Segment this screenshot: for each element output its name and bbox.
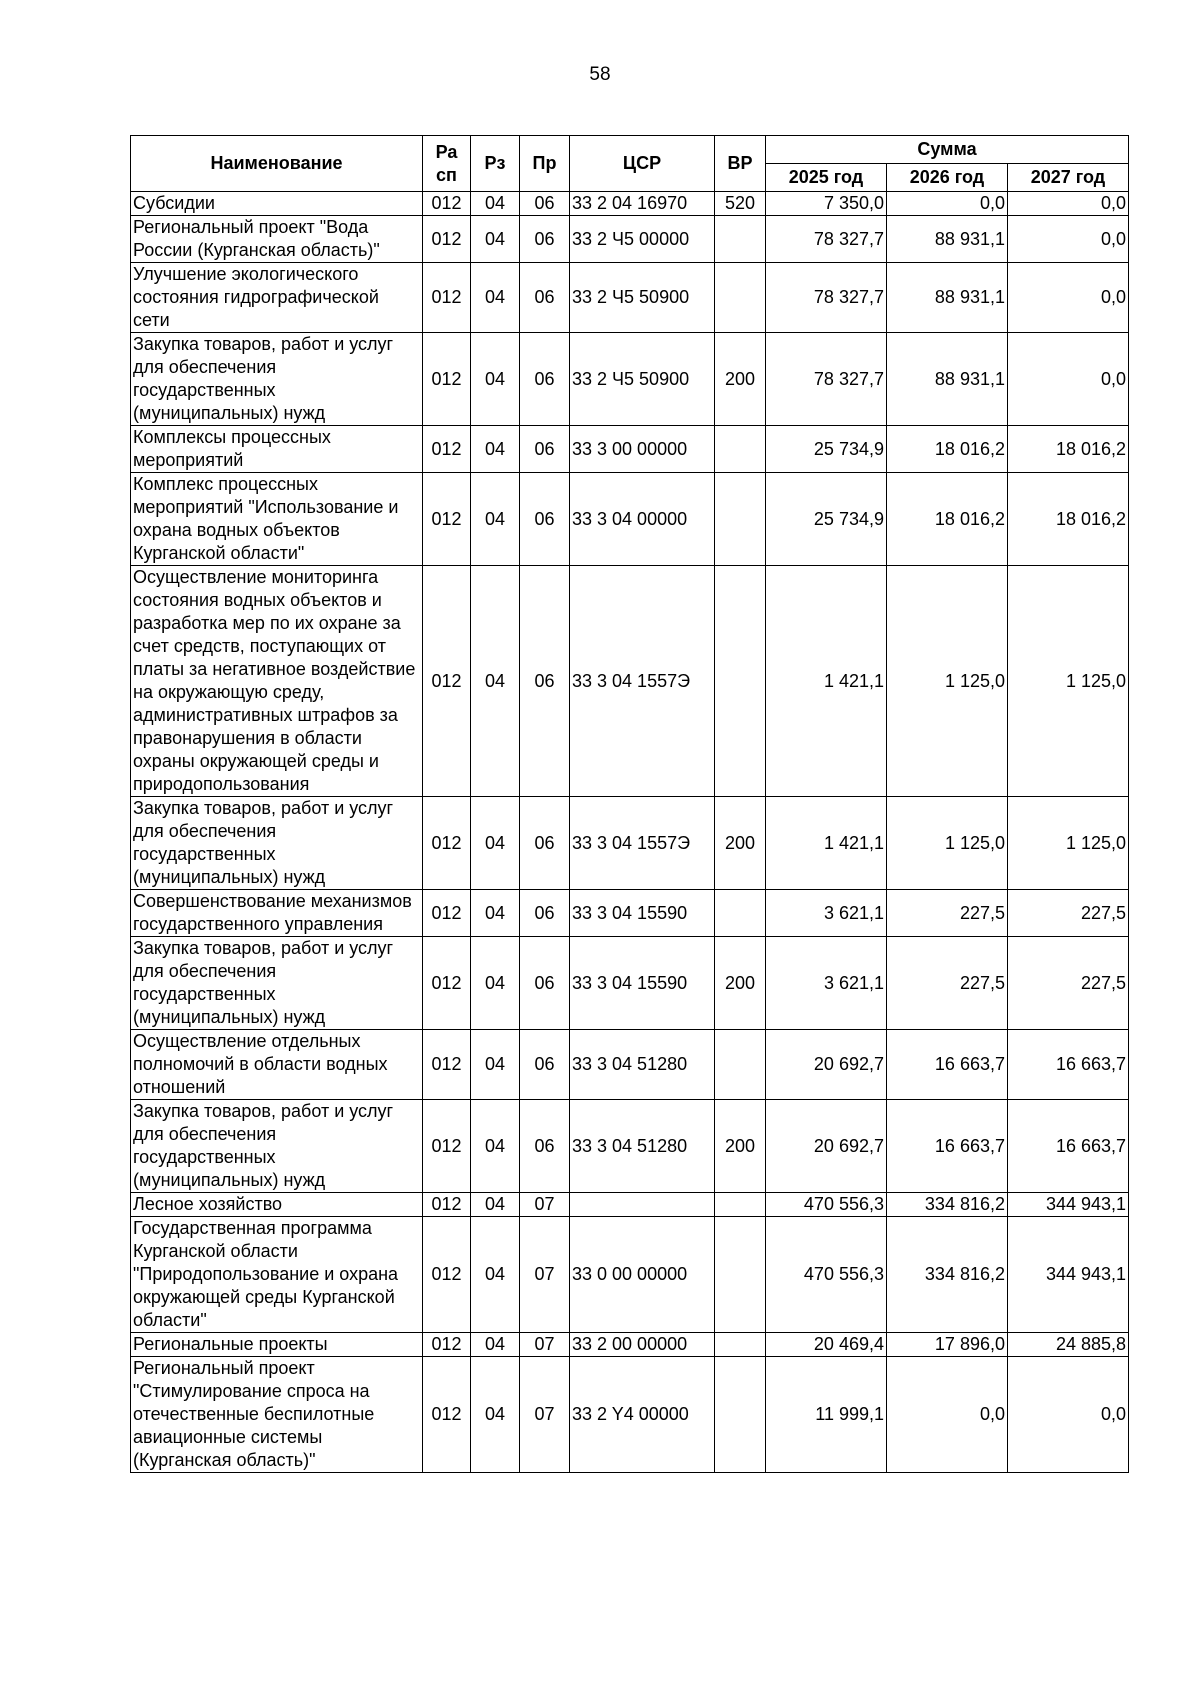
row-rasp-cell: 012 [423, 937, 471, 1030]
row-csr-cell: 33 3 04 1557Э [570, 566, 715, 797]
row-sum-2026-cell: 334 816,2 [887, 1217, 1008, 1333]
row-sum-2025-cell: 7 350,0 [766, 192, 887, 216]
row-rz-cell: 04 [471, 1217, 520, 1333]
row-sum-2026-cell: 17 896,0 [887, 1333, 1008, 1357]
row-rz-cell: 04 [471, 1030, 520, 1100]
row-sum-2027-cell: 344 943,1 [1008, 1217, 1129, 1333]
row-pr-cell: 06 [520, 1030, 570, 1100]
page-number: 58 [589, 64, 611, 85]
row-csr-cell: 33 2 Y4 00000 [570, 1357, 715, 1473]
row-rz-cell: 04 [471, 216, 520, 263]
table-row [131, 263, 1129, 333]
row-vr-cell [715, 216, 766, 263]
row-sum-2027-cell: 0,0 [1008, 192, 1129, 216]
table-row [131, 192, 1129, 216]
row-sum-2027-cell: 344 943,1 [1008, 1193, 1129, 1217]
row-sum-2027-cell: 18 016,2 [1008, 426, 1129, 473]
table-row [131, 1100, 1129, 1193]
header-rasp: Ра сп [423, 136, 471, 192]
row-sum-2025-cell: 78 327,7 [766, 333, 887, 426]
row-sum-2026-cell: 18 016,2 [887, 426, 1008, 473]
header-row [131, 136, 1129, 164]
row-sum-2026-cell: 16 663,7 [887, 1100, 1008, 1193]
row-rasp-cell: 012 [423, 426, 471, 473]
row-sum-2025-cell: 470 556,3 [766, 1217, 887, 1333]
row-rasp-cell: 012 [423, 797, 471, 890]
row-sum-2026-cell: 16 663,7 [887, 1030, 1008, 1100]
row-name-cell: Лесное хозяйство [131, 1193, 423, 1217]
row-sum-2025-cell: 470 556,3 [766, 1193, 887, 1217]
row-rasp-cell: 012 [423, 1100, 471, 1193]
row-csr-cell: 33 2 04 16970 [570, 192, 715, 216]
row-name-cell: Осуществление отдельных полномочий в области водных отношений [131, 1030, 423, 1100]
row-name-cell: Региональные проекты [131, 1333, 423, 1357]
row-rz-cell: 04 [471, 192, 520, 216]
row-sum-2027-cell: 227,5 [1008, 937, 1129, 1030]
row-rz-cell: 04 [471, 1333, 520, 1357]
table-row [131, 1217, 1129, 1333]
header-year-2025: 2025 год [766, 164, 887, 192]
row-rasp-cell: 012 [423, 1357, 471, 1473]
header-sum: Сумма [766, 136, 1129, 164]
row-name-cell: Региональный проект "Стимулирование спроса на отечественные беспилотные авиационные системы (Курганская область)" [131, 1357, 423, 1473]
row-sum-2026-cell: 1 125,0 [887, 566, 1008, 797]
row-sum-2025-cell: 3 621,1 [766, 890, 887, 937]
table-row [131, 566, 1129, 797]
row-sum-2026-cell: 18 016,2 [887, 473, 1008, 566]
row-sum-2027-cell: 227,5 [1008, 890, 1129, 937]
row-sum-2027-cell: 0,0 [1008, 216, 1129, 263]
header-name: Наименование [131, 136, 423, 192]
row-vr-cell: 200 [715, 797, 766, 890]
row-sum-2027-cell: 0,0 [1008, 333, 1129, 426]
row-csr-cell: 33 0 00 00000 [570, 1217, 715, 1333]
row-pr-cell: 07 [520, 1333, 570, 1357]
row-csr-cell: 33 3 04 15590 [570, 890, 715, 937]
row-sum-2025-cell: 25 734,9 [766, 473, 887, 566]
header-year-2027: 2027 год [1008, 164, 1129, 192]
row-vr-cell [715, 1030, 766, 1100]
row-vr-cell: 200 [715, 937, 766, 1030]
row-name-cell: Государственная программа Курганской области "Природопользование и охрана окружающей среды Курганской области" [131, 1217, 423, 1333]
row-csr-cell: 33 2 00 00000 [570, 1333, 715, 1357]
row-name-cell: Закупка товаров, работ и услуг для обеспечения государственных (муниципальных) нужд [131, 797, 423, 890]
row-rasp-cell: 012 [423, 890, 471, 937]
row-sum-2026-cell: 88 931,1 [887, 263, 1008, 333]
header-csr: ЦСР [570, 136, 715, 192]
row-csr-cell: 33 2 Ч5 50900 [570, 333, 715, 426]
row-sum-2025-cell: 78 327,7 [766, 263, 887, 333]
row-vr-cell [715, 890, 766, 937]
row-csr-cell: 33 2 Ч5 50900 [570, 263, 715, 333]
row-csr-cell: 33 3 04 1557Э [570, 797, 715, 890]
row-rz-cell: 04 [471, 1100, 520, 1193]
row-sum-2026-cell: 0,0 [887, 1357, 1008, 1473]
row-rz-cell: 04 [471, 566, 520, 797]
table-row [131, 473, 1129, 566]
row-sum-2027-cell: 24 885,8 [1008, 1333, 1129, 1357]
row-pr-cell: 07 [520, 1357, 570, 1473]
row-sum-2025-cell: 20 692,7 [766, 1030, 887, 1100]
row-rz-cell: 04 [471, 937, 520, 1030]
row-vr-cell [715, 426, 766, 473]
row-sum-2025-cell: 3 621,1 [766, 937, 887, 1030]
row-csr-cell: 33 3 04 51280 [570, 1030, 715, 1100]
table-row [131, 890, 1129, 937]
row-pr-cell: 07 [520, 1193, 570, 1217]
row-csr-cell: 33 3 04 15590 [570, 937, 715, 1030]
row-csr-cell: 33 3 00 00000 [570, 426, 715, 473]
row-rz-cell: 04 [471, 333, 520, 426]
row-pr-cell: 06 [520, 192, 570, 216]
row-sum-2025-cell: 25 734,9 [766, 426, 887, 473]
row-vr-cell: 520 [715, 192, 766, 216]
row-pr-cell: 07 [520, 1217, 570, 1333]
row-sum-2025-cell: 1 421,1 [766, 797, 887, 890]
row-rz-cell: 04 [471, 1357, 520, 1473]
row-pr-cell: 06 [520, 937, 570, 1030]
row-name-cell: Субсидии [131, 192, 423, 216]
row-vr-cell [715, 1357, 766, 1473]
row-pr-cell: 06 [520, 1100, 570, 1193]
row-name-cell: Региональный проект "Вода России (Курганская область)" [131, 216, 423, 263]
row-name-cell: Закупка товаров, работ и услуг для обеспечения государственных (муниципальных) нужд [131, 937, 423, 1030]
row-sum-2027-cell: 16 663,7 [1008, 1100, 1129, 1193]
row-vr-cell [715, 1193, 766, 1217]
row-vr-cell [715, 566, 766, 797]
table-row [131, 426, 1129, 473]
table-row [131, 1357, 1129, 1473]
row-pr-cell: 06 [520, 426, 570, 473]
row-pr-cell: 06 [520, 473, 570, 566]
row-rasp-cell: 012 [423, 566, 471, 797]
row-sum-2025-cell: 20 469,4 [766, 1333, 887, 1357]
header-vr: ВР [715, 136, 766, 192]
table-row [131, 1030, 1129, 1100]
row-sum-2027-cell: 18 016,2 [1008, 473, 1129, 566]
row-vr-cell [715, 1333, 766, 1357]
header-rz: Рз [471, 136, 520, 192]
table-row [131, 1333, 1129, 1357]
row-rasp-cell: 012 [423, 1193, 471, 1217]
header-pr: Пр [520, 136, 570, 192]
row-name-cell: Комплекс процессных мероприятий "Использование и охрана водных объектов Курганской области" [131, 473, 423, 566]
row-rasp-cell: 012 [423, 333, 471, 426]
row-pr-cell: 06 [520, 333, 570, 426]
row-pr-cell: 06 [520, 216, 570, 263]
row-sum-2026-cell: 1 125,0 [887, 797, 1008, 890]
row-rasp-cell: 012 [423, 1217, 471, 1333]
row-sum-2025-cell: 1 421,1 [766, 566, 887, 797]
row-rasp-cell: 012 [423, 263, 471, 333]
row-sum-2027-cell: 0,0 [1008, 1357, 1129, 1473]
row-csr-cell: 33 3 04 00000 [570, 473, 715, 566]
row-sum-2027-cell: 1 125,0 [1008, 566, 1129, 797]
row-name-cell: Комплексы процессных мероприятий [131, 426, 423, 473]
row-rz-cell: 04 [471, 890, 520, 937]
row-rasp-cell: 012 [423, 1333, 471, 1357]
table-row [131, 1193, 1129, 1217]
row-name-cell: Закупка товаров, работ и услуг для обеспечения государственных (муниципальных) нужд [131, 333, 423, 426]
row-vr-cell: 200 [715, 1100, 766, 1193]
row-csr-cell: 33 2 Ч5 00000 [570, 216, 715, 263]
row-rasp-cell: 012 [423, 473, 471, 566]
row-sum-2025-cell: 20 692,7 [766, 1100, 887, 1193]
row-sum-2027-cell: 1 125,0 [1008, 797, 1129, 890]
row-sum-2026-cell: 227,5 [887, 937, 1008, 1030]
table-row [131, 216, 1129, 263]
table-row [131, 937, 1129, 1030]
row-sum-2027-cell: 0,0 [1008, 263, 1129, 333]
row-name-cell: Закупка товаров, работ и услуг для обеспечения государственных (муниципальных) нужд [131, 1100, 423, 1193]
row-sum-2026-cell: 0,0 [887, 192, 1008, 216]
header-year-2026: 2026 год [887, 164, 1008, 192]
row-sum-2026-cell: 88 931,1 [887, 333, 1008, 426]
row-csr-cell [570, 1193, 715, 1217]
row-sum-2025-cell: 78 327,7 [766, 216, 887, 263]
row-rz-cell: 04 [471, 1193, 520, 1217]
table-body [131, 192, 1129, 1473]
row-sum-2025-cell: 11 999,1 [766, 1357, 887, 1473]
row-vr-cell [715, 1217, 766, 1333]
row-sum-2026-cell: 334 816,2 [887, 1193, 1008, 1217]
row-rasp-cell: 012 [423, 1030, 471, 1100]
row-vr-cell: 200 [715, 333, 766, 426]
row-sum-2026-cell: 227,5 [887, 890, 1008, 937]
row-pr-cell: 06 [520, 890, 570, 937]
table-row [131, 797, 1129, 890]
row-name-cell: Улучшение экологического состояния гидрографической сети [131, 263, 423, 333]
table-row [131, 333, 1129, 426]
row-vr-cell [715, 263, 766, 333]
row-pr-cell: 06 [520, 566, 570, 797]
budget-table [130, 135, 1129, 1473]
row-name-cell: Совершенствование механизмов государственного управления [131, 890, 423, 937]
row-rasp-cell: 012 [423, 216, 471, 263]
row-rasp-cell: 012 [423, 192, 471, 216]
row-sum-2026-cell: 88 931,1 [887, 216, 1008, 263]
row-rz-cell: 04 [471, 263, 520, 333]
row-vr-cell [715, 473, 766, 566]
row-pr-cell: 06 [520, 797, 570, 890]
row-pr-cell: 06 [520, 263, 570, 333]
row-csr-cell: 33 3 04 51280 [570, 1100, 715, 1193]
row-sum-2027-cell: 16 663,7 [1008, 1030, 1129, 1100]
row-rz-cell: 04 [471, 797, 520, 890]
row-rz-cell: 04 [471, 426, 520, 473]
row-name-cell: Осуществление мониторинга состояния водных объектов и разработка мер по их охране за счет средств, поступающих от платы за негативное воздействие на окружающую среду, административных штрафов за правонарушения в области охраны окружающей среды и природопользования [131, 566, 423, 797]
row-rz-cell: 04 [471, 473, 520, 566]
